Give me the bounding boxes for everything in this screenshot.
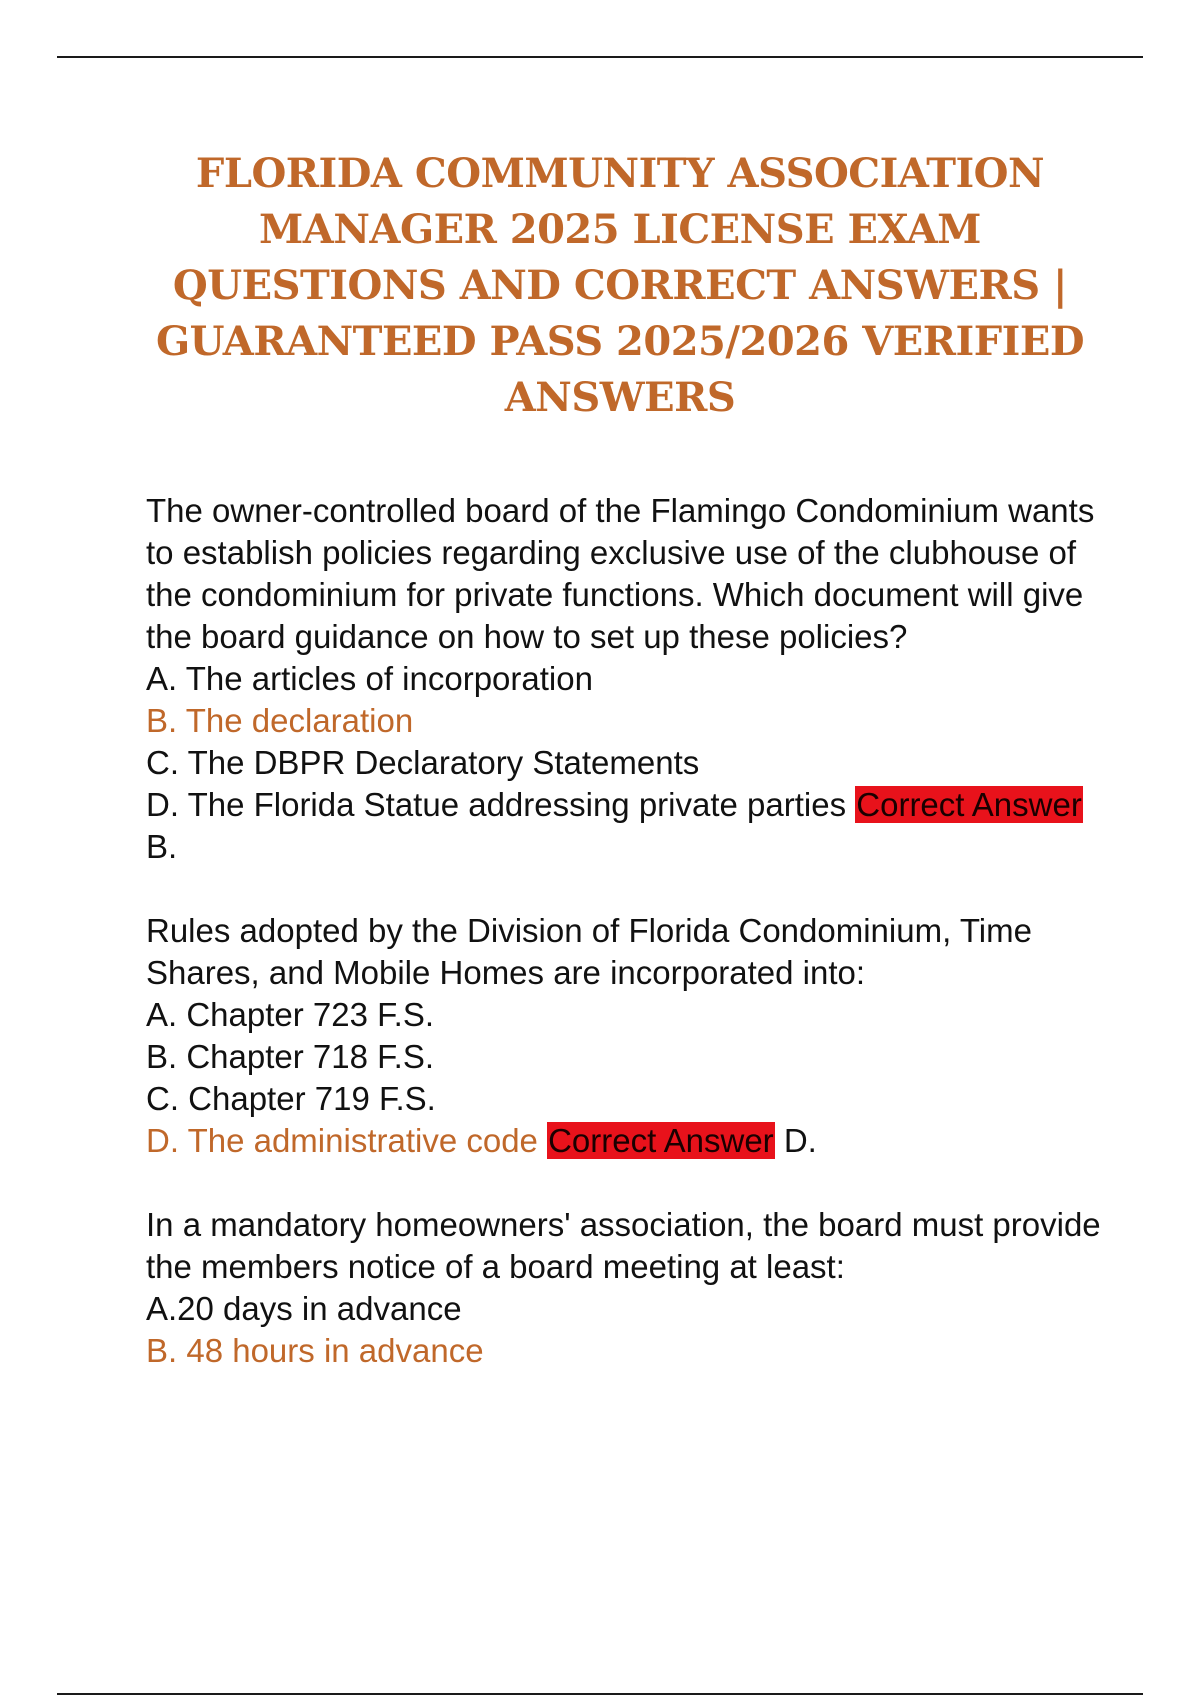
question-block-2 <box>146 910 1106 1162</box>
correct-answer-value: D. <box>783 1122 817 1159</box>
question-block-3 <box>146 1204 1106 1372</box>
question-text: Rules adopted by the Division of Florida Condominium, Time Shares, and Mobile Homes are incorporated into: <box>146 912 1032 991</box>
document-title <box>140 146 1100 426</box>
option-a: A. The articles of incorporation <box>146 660 593 697</box>
option-b-correct: B. The declaration <box>146 702 414 739</box>
bottom-rule <box>57 1693 1143 1695</box>
correct-answer-label: Correct Answer <box>548 1122 774 1159</box>
option-c: C. Chapter 719 F.S. <box>146 1080 436 1117</box>
option-b: B. Chapter 718 F.S. <box>146 1038 434 1075</box>
title-line: FLORIDA COMMUNITY ASSOCIATION <box>195 150 1045 197</box>
option-d <box>146 1120 1106 1162</box>
option-c: C. The DBPR Declaratory Statements <box>146 744 700 781</box>
option-d-text: D. The Florida Statue addressing private parties <box>146 786 847 823</box>
correct-answer-value: B. <box>146 828 178 865</box>
title-line: QUESTIONS AND CORRECT ANSWERS | <box>172 262 1068 309</box>
option-d <box>146 784 1106 868</box>
option-a: A. Chapter 723 F.S. <box>146 996 434 1033</box>
title-line: GUARANTEED PASS 2025/2026 VERIFIED <box>155 318 1085 365</box>
questions-content <box>146 490 1106 1414</box>
question-block-1 <box>146 490 1106 868</box>
option-b-correct: B. 48 hours in advance <box>146 1332 484 1369</box>
title-line: MANAGER 2025 LICENSE EXAM <box>259 206 981 253</box>
option-a: A.20 days in advance <box>146 1290 462 1327</box>
option-d-text-correct: D. The administrative code <box>146 1122 538 1159</box>
correct-answer-label: Correct Answer <box>856 786 1082 823</box>
top-rule <box>57 56 1143 58</box>
question-text: The owner-controlled board of the Flamingo Condominium wants to establish policies regarding exclusive use of the clubhouse of the condominium for private functions. Which document will give the board guidance on how to set up these policies? <box>146 492 1095 655</box>
question-text: In a mandatory homeowners' association, the board must provide the members notice of a board meeting at least: <box>146 1206 1101 1285</box>
title-line: ANSWERS <box>504 374 736 421</box>
